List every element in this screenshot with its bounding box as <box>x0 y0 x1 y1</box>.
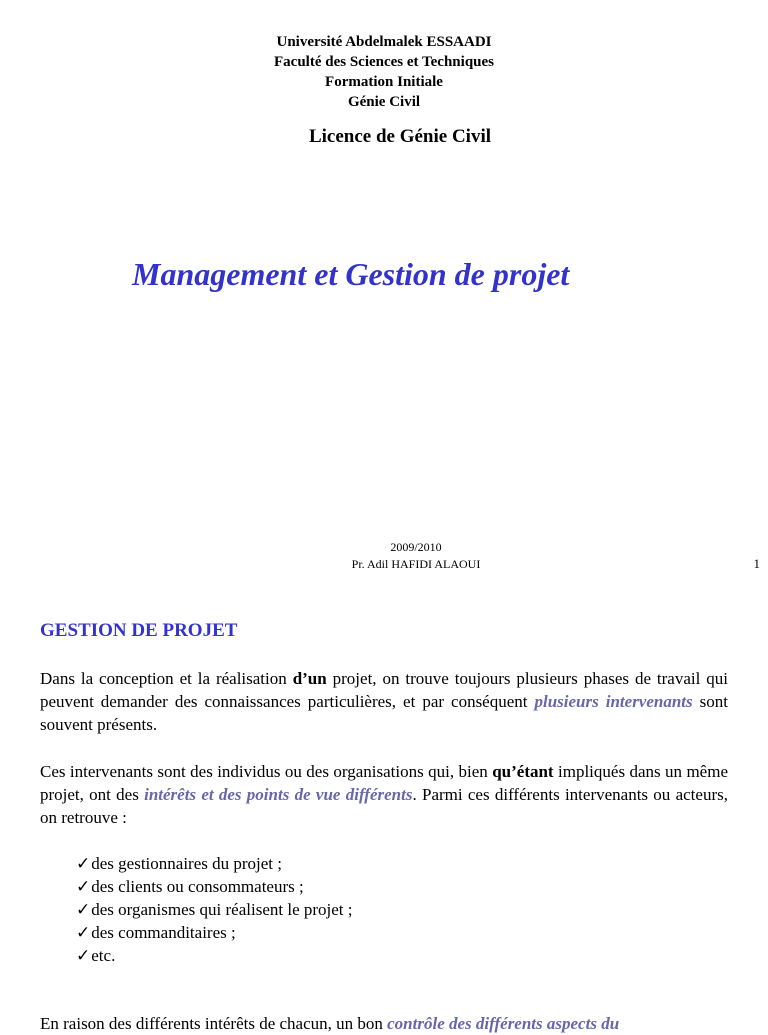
list-item <box>76 921 352 944</box>
list-item <box>76 898 352 921</box>
paragraph-intervenants <box>40 760 728 829</box>
text-run: sont souvent présents. <box>40 692 728 734</box>
department-name: Génie Civil <box>347 94 421 110</box>
text-run: En raison des différents intérêts de chacun, un bon <box>40 1014 388 1033</box>
institution-header <box>0 32 768 112</box>
check-icon: ✓ <box>76 877 91 896</box>
list-item <box>76 944 352 967</box>
paragraph-intro <box>40 667 728 736</box>
bold-text: qu’étant <box>492 762 554 781</box>
text-run: projet, on trouve toujours plusieurs phases de travail qui peuvent demander des connaissances particulières, et par conséquent <box>40 669 728 711</box>
emphasis-text: intérêts et des points de vue différents <box>144 785 413 804</box>
author-name: Pr. Adil HAFIDI ALAOUI <box>351 557 481 571</box>
list-item-label: des commanditaires ; <box>91 923 236 942</box>
program-name: Formation Initiale <box>325 74 443 90</box>
list-item-label: etc. <box>91 946 116 965</box>
list-item-label: des gestionnaires du projet ; <box>91 854 282 873</box>
actors-checklist <box>76 852 352 967</box>
check-icon: ✓ <box>76 946 91 965</box>
section-heading: GESTION DE PROJET <box>40 620 238 641</box>
list-item <box>76 875 352 898</box>
check-icon: ✓ <box>76 854 91 873</box>
document-title: Management et Gestion de projet <box>132 256 570 292</box>
check-icon: ✓ <box>76 923 91 942</box>
text-run: . Parmi ces différents intervenants ou acteurs, on retrouve : <box>40 785 728 827</box>
university-name: Université Abdelmalek ESSAADI <box>276 34 492 50</box>
check-icon: ✓ <box>76 900 91 919</box>
text-run: Ces intervenants sont des individus ou des organisations qui, bien <box>40 762 493 781</box>
text-run: impliqués dans un même projet, ont des <box>40 762 728 804</box>
list-item-label: des organismes qui réalisent le projet ; <box>91 900 353 919</box>
emphasis-text: plusieurs intervenants <box>534 692 693 711</box>
bold-text: d’un <box>292 669 327 688</box>
list-item <box>76 852 352 875</box>
page-number: 1 <box>753 556 760 571</box>
list-item-label: des clients ou consommateurs ; <box>91 877 304 896</box>
emphasis-text: contrôle des différents aspects du <box>387 1014 620 1033</box>
licence-title: Licence de Génie Civil <box>308 126 492 147</box>
academic-year: 2009/2010 <box>390 540 442 554</box>
faculty-name: Faculté des Sciences et Techniques <box>274 54 494 70</box>
text-run: Dans la conception et la réalisation <box>40 669 293 688</box>
